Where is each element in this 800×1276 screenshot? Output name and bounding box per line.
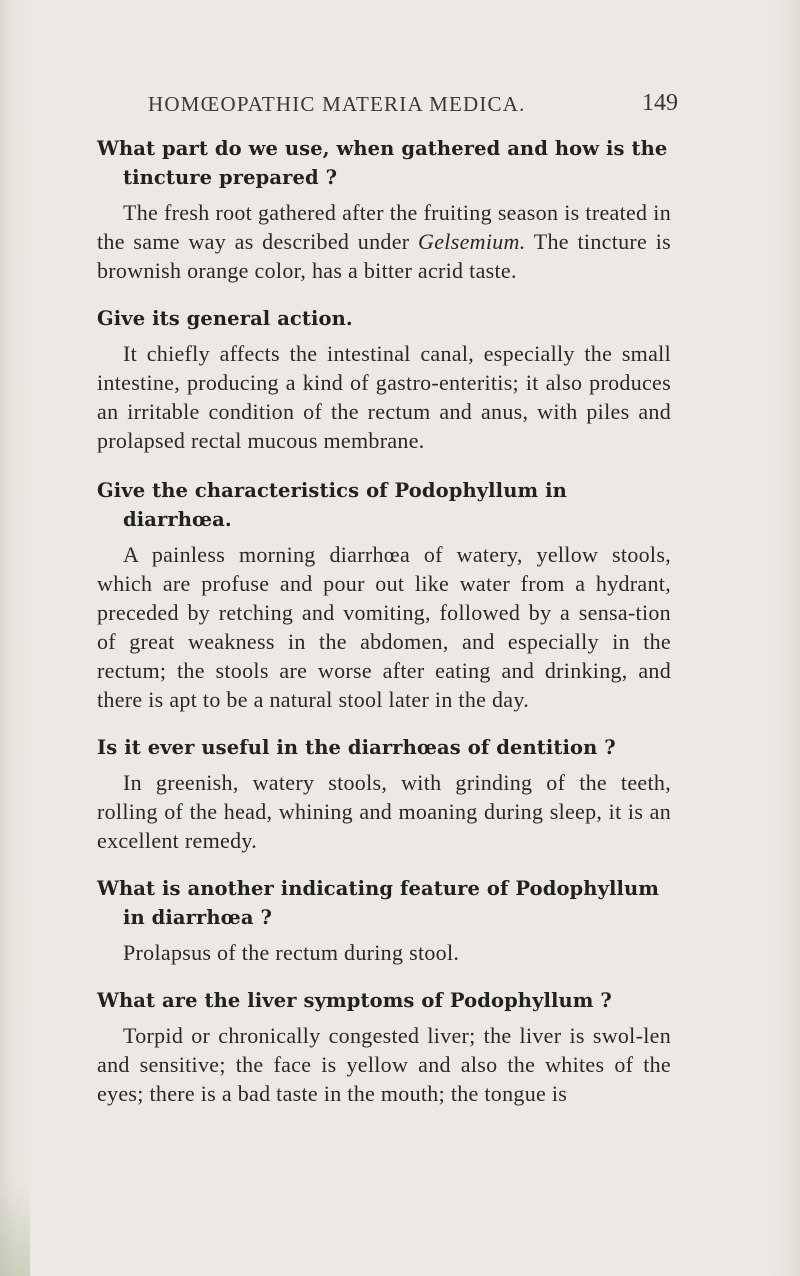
- answer-paragraph: Torpid or chronically congested liver; the liver is swol-len and sensitive; the face is yellow and also the whites of the eyes; there is a bad taste in the mouth; the tongue is: [97, 1023, 671, 1106]
- question-heading: What are the liver symptoms of Podophyllum ?: [97, 989, 612, 1012]
- question-heading: Is it ever useful in the diarrhœas of dentition ?: [97, 736, 616, 759]
- running-head-title: HOMŒOPATHIC MATERIA MEDICA.: [148, 92, 526, 116]
- qa-block-dentition: [97, 733, 671, 855]
- question-heading: What part do we use, when gathered and how is the tincture prepared ?: [97, 137, 668, 189]
- question-heading: Give the characteristics of Podophyllum in diarrhœa.: [97, 479, 567, 531]
- page-number: 149: [642, 90, 678, 116]
- question-heading: Give its general action.: [97, 307, 353, 330]
- answer-italic-term: Gelsemium.: [418, 229, 526, 254]
- answer-text: The tincture is brownish orange color, has a bitter acrid taste.: [97, 229, 671, 283]
- qa-block-general-action: [97, 304, 671, 455]
- qa-block-indicating-feature: [97, 874, 671, 967]
- qa-block-liver: [97, 986, 671, 1108]
- answer-paragraph: Prolapsus of the rectum during stool.: [123, 940, 460, 965]
- qa-block-tincture: [97, 134, 671, 285]
- page-content: [97, 134, 671, 1127]
- answer-paragraph: In greenish, watery stools, with grinding of the teeth, rolling of the head, whining and moaning during sleep, it is an excellent remedy.: [97, 770, 671, 853]
- answer-paragraph: [97, 198, 671, 285]
- answer-paragraph: It chiefly affects the intestinal canal, especially the small intestine, producing a kind of gastro-enteritis; it also produces an irritable condition of the rectum and anus, with piles and prolapsed rectal mucous membrane.: [97, 341, 671, 453]
- answer-text: The fresh root gathered after the fruiting season is treated in the same way as described under: [97, 200, 671, 254]
- answer-paragraph: A painless morning diarrhœa of watery, yellow stools, which are profuse and pour out like water from a hydrant, preceded by retching and vomiting, followed by a sensa-tion of great weakness in the abdomen, and especially in the rectum; the stools are worse after eating and drinking, and there is apt to be a natural stool later in the day.: [97, 542, 671, 712]
- page-edge-shadow: [0, 1180, 30, 1276]
- question-heading: What is another indicating feature of Podophyllum in diarrhœa ?: [97, 877, 660, 929]
- qa-block-diarrhoea: [97, 476, 671, 714]
